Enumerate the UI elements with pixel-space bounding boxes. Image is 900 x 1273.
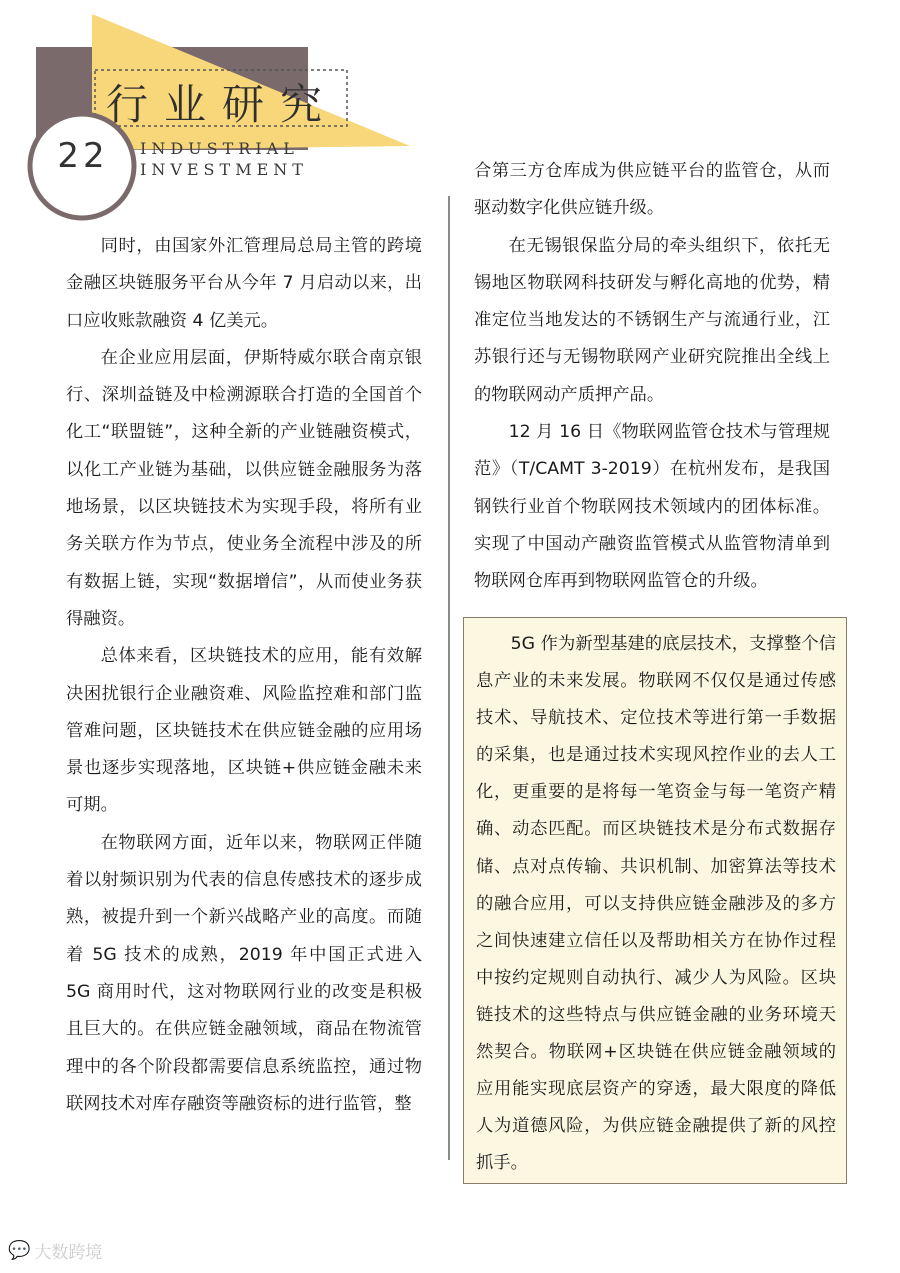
left-column — [66, 228, 422, 1123]
right-column — [474, 153, 830, 601]
left-paragraph-2: 在企业应用层面，伊斯特威尔联合南京银行、深圳益链及中检溯源联合打造的全国首个化工“联盟链”，这种全新的产业链融资模式，以化工产业链为基础，以供应链金融服务为落地场景，以区块链技术为实现手段，将所有业务关联方作为节点，使业务全流程中涉及的所有数据上链，实现“数据增信”，从而使业务获得融资。 — [66, 347, 422, 629]
subtitle-line2: INVESTMENT — [140, 160, 308, 179]
page-number: 22 — [57, 136, 109, 176]
watermark-text: 大数跨境 — [34, 1243, 103, 1263]
highlight-paragraph: 5G 作为新型基建的底层技术，支撑整个信息产业的未来发展。物联网不仅仅是通过传感技术、导航技术、定位技术等进行第一手数据的采集，也是通过技术实现风控作业的去人工化，更重要的是将每一笔资金与每一笔资产精确、动态匹配。而区块链技术是分布式数据存储、点对点传输、共识机制、加密算法等技术的融合应用，可以支持供应链金融涉及的多方之间快速建立信任以及帮助相关方在协作过程中按约定规则自动执行、减少人为风险。区块链技术的这些特点与供应链金融的业务环境天然契合。物联网+区块链在供应链金融领域的应用能实现底层资产的穿透，最大限度的降低人为道德风险，为供应链金融提供了新的风控抓手。 — [476, 634, 836, 1174]
subtitle-line1: INDUSTRIAL — [140, 139, 299, 158]
left-paragraph-4: 在物联网方面，近年以来，物联网正伴随着以射频识别为代表的信息传感技术的逐步成熟，被提升到一个新兴战略产业的高度。而随着 5G 技术的成熟，2019 年中国正式进入 5G 商用时代，这对物联网行业的改变是积极且巨大的。在供应链金融领域，商品在物流管理中的各个阶段都需要信息系统监控，通过物联网技术对库存融资等融资标的进行监管，整 — [66, 832, 422, 1114]
right-paragraph-2: 在无锡银保监分局的牵头组织下，依托无锡地区物联网科技研发与孵化高地的优势，精准定位当地发达的不锈钢生产与流通行业，江苏银行还与无锡物联网产业研究院推出全线上的物联网动产质押产品。 — [474, 235, 830, 405]
watermark — [8, 1238, 102, 1263]
right-paragraph-3: 12 月 16 日《物联网监管仓技术与管理规范》（T/CAMT 3-2019）在杭州发布，是我国钢铁行业首个物联网技术领域内的团体标准。实现了中国动产融资监管模式从监管物清单到物联网仓库再到物联网监管仓的升级。 — [474, 422, 830, 592]
left-paragraph-3: 总体来看，区块链技术的应用，能有效解决困扰银行企业融资难、风险监控难和部门监管难问题，区块链技术在供应链金融的应用场景也逐步实现落地，区块链+供应链金融未来可期。 — [66, 646, 422, 816]
column-divider — [448, 196, 450, 1160]
highlight-box — [463, 617, 847, 1184]
page-header — [0, 0, 480, 230]
chat-bubble-icon: 💬 — [8, 1240, 31, 1261]
left-paragraph-1: 同时，由国家外汇管理局总局主管的跨境金融区块链服务平台从今年 7 月启动以来，出口应收账款融资 4 亿美元。 — [66, 236, 422, 331]
section-title: 行业研究 — [106, 80, 339, 129]
right-paragraph-1: 合第三方仓库成为供应链平台的监管仓，从而驱动数字化供应链升级。 — [474, 161, 830, 219]
